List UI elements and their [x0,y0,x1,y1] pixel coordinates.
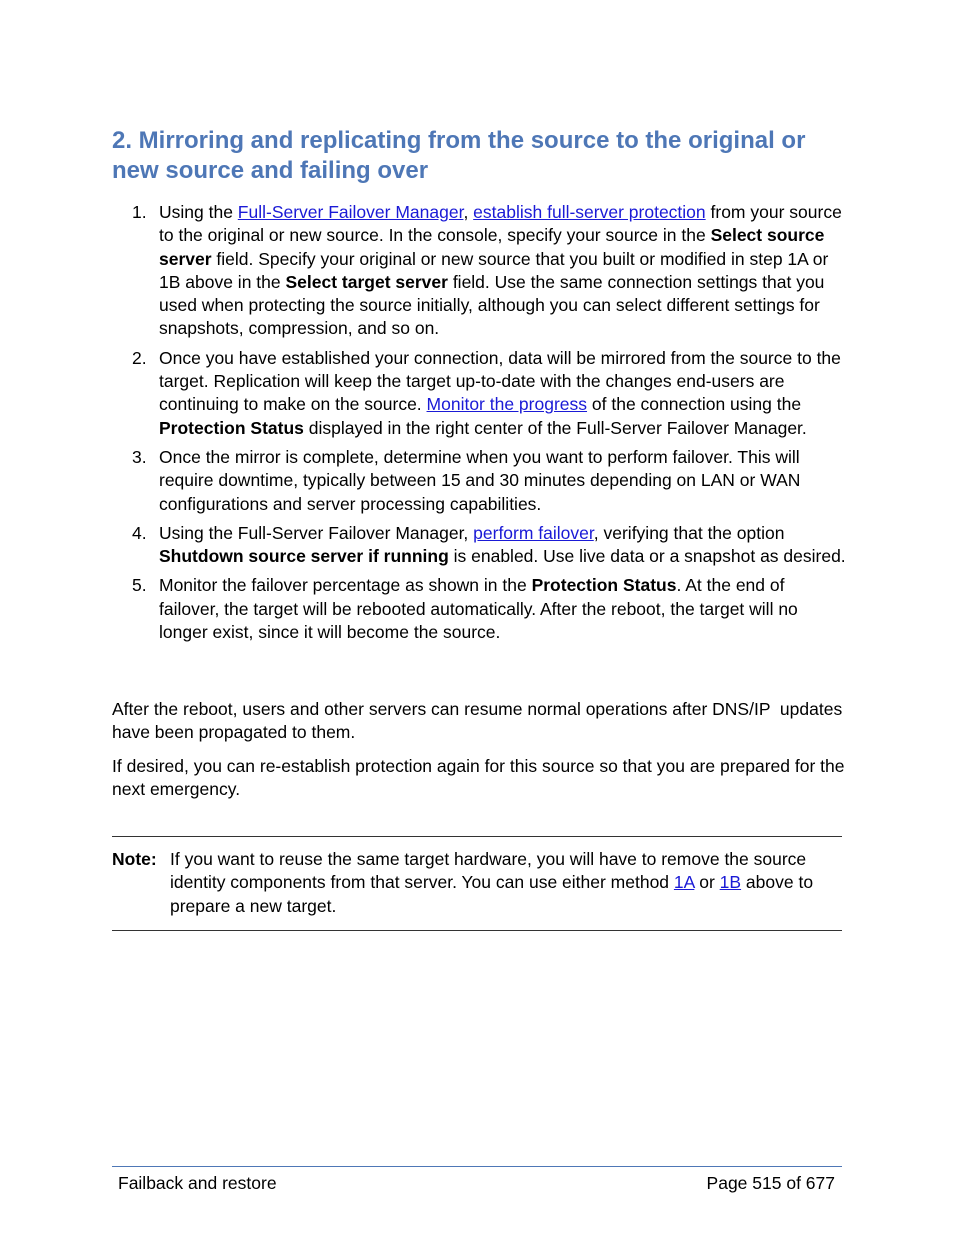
footer-section-title: Failback and restore [118,1173,277,1193]
select-target-server-term: Select target server [285,271,448,292]
step-number: 5. [132,575,147,596]
steps-list [112,201,847,650]
step-number: 4. [132,522,147,543]
list-item: 1. Using the Full-Server Failover Manager, establish full-server protection from your source to the original or new source. In the console, specify your source in the Select source server field. Specify your original or new source that you built or modified in step 1A or 1B above in the Select target server field. Use the same connection settings that you used when protecting the source initially, although you can select different settings for snapshots, compression, and so on. [132,202,842,339]
after-reboot-paragraph: After the reboot, users and other servers can resume normal operations after DNS/IP updates have been propagated to them. [112,699,848,743]
list-item: 3. Once the mirror is complete, determine when you want to perform failover. This will require downtime, typically between 15 and 30 minutes depending on LAN or WAN configurations and server processing capabilities. [132,446,801,514]
footer-page-number: Page 515 of 677 [706,1173,835,1193]
step-number: 1. [132,202,147,222]
full-server-failover-manager-link[interactable]: Full-Server Failover Manager [237,202,464,222]
list-item: 5. Monitor the failover percentage as shown in the Protection Status. At the end of failover, the target will be rebooted automatically. After the reboot, the target will no longer exist, since it will become the source. [132,575,798,643]
perform-failover-link[interactable]: perform failover [473,522,594,543]
method-1b-link[interactable]: 1B [719,872,742,893]
monitor-the-progress-link[interactable]: Monitor the progress [426,394,588,415]
note-top-divider [112,836,842,837]
re-establish-paragraph: If desired, you can re-establish protection again for this source so that you are prepared for the next emergency. [112,756,845,800]
note-bottom-divider [112,930,842,931]
select-source-server-term: Select source server [159,225,825,269]
protection-status-term: Protection Status [159,417,304,438]
note-block [112,848,847,918]
method-1a-link[interactable]: 1A [673,872,695,893]
establish-full-server-protection-link[interactable]: establish full-server protection [473,202,706,222]
note-label: Note: [112,849,157,869]
section-heading: 2. Mirroring and replicating from the source to the original or new source and failing over [112,127,806,184]
protection-status-term: Protection Status [531,575,677,596]
step-number: 3. [132,446,147,467]
list-item: 2. Once you have established your connection, data will be mirrored from the source to the target. Replication will keep the target up-to-date with the changes end-users are continuing to make on the source. Monitor the progress of the connection using the Protection Status displayed in the right center of the Full-Server Failover Manager. [132,347,841,438]
shutdown-source-server-term: Shutdown source server if running [159,546,449,567]
note-text: If you want to reuse the same target hardware, you will have to remove the source identity components from that server. You can use either method 1A or 1B above to prepare a new target. [170,849,814,916]
footer-divider [112,1166,842,1167]
step-number: 2. [132,347,147,368]
list-item: 4. Using the Full-Server Failover Manager, perform failover, verifying that the option Shutdown source server if running is enabled. Use live data or a snapshot as desired. [132,522,846,567]
